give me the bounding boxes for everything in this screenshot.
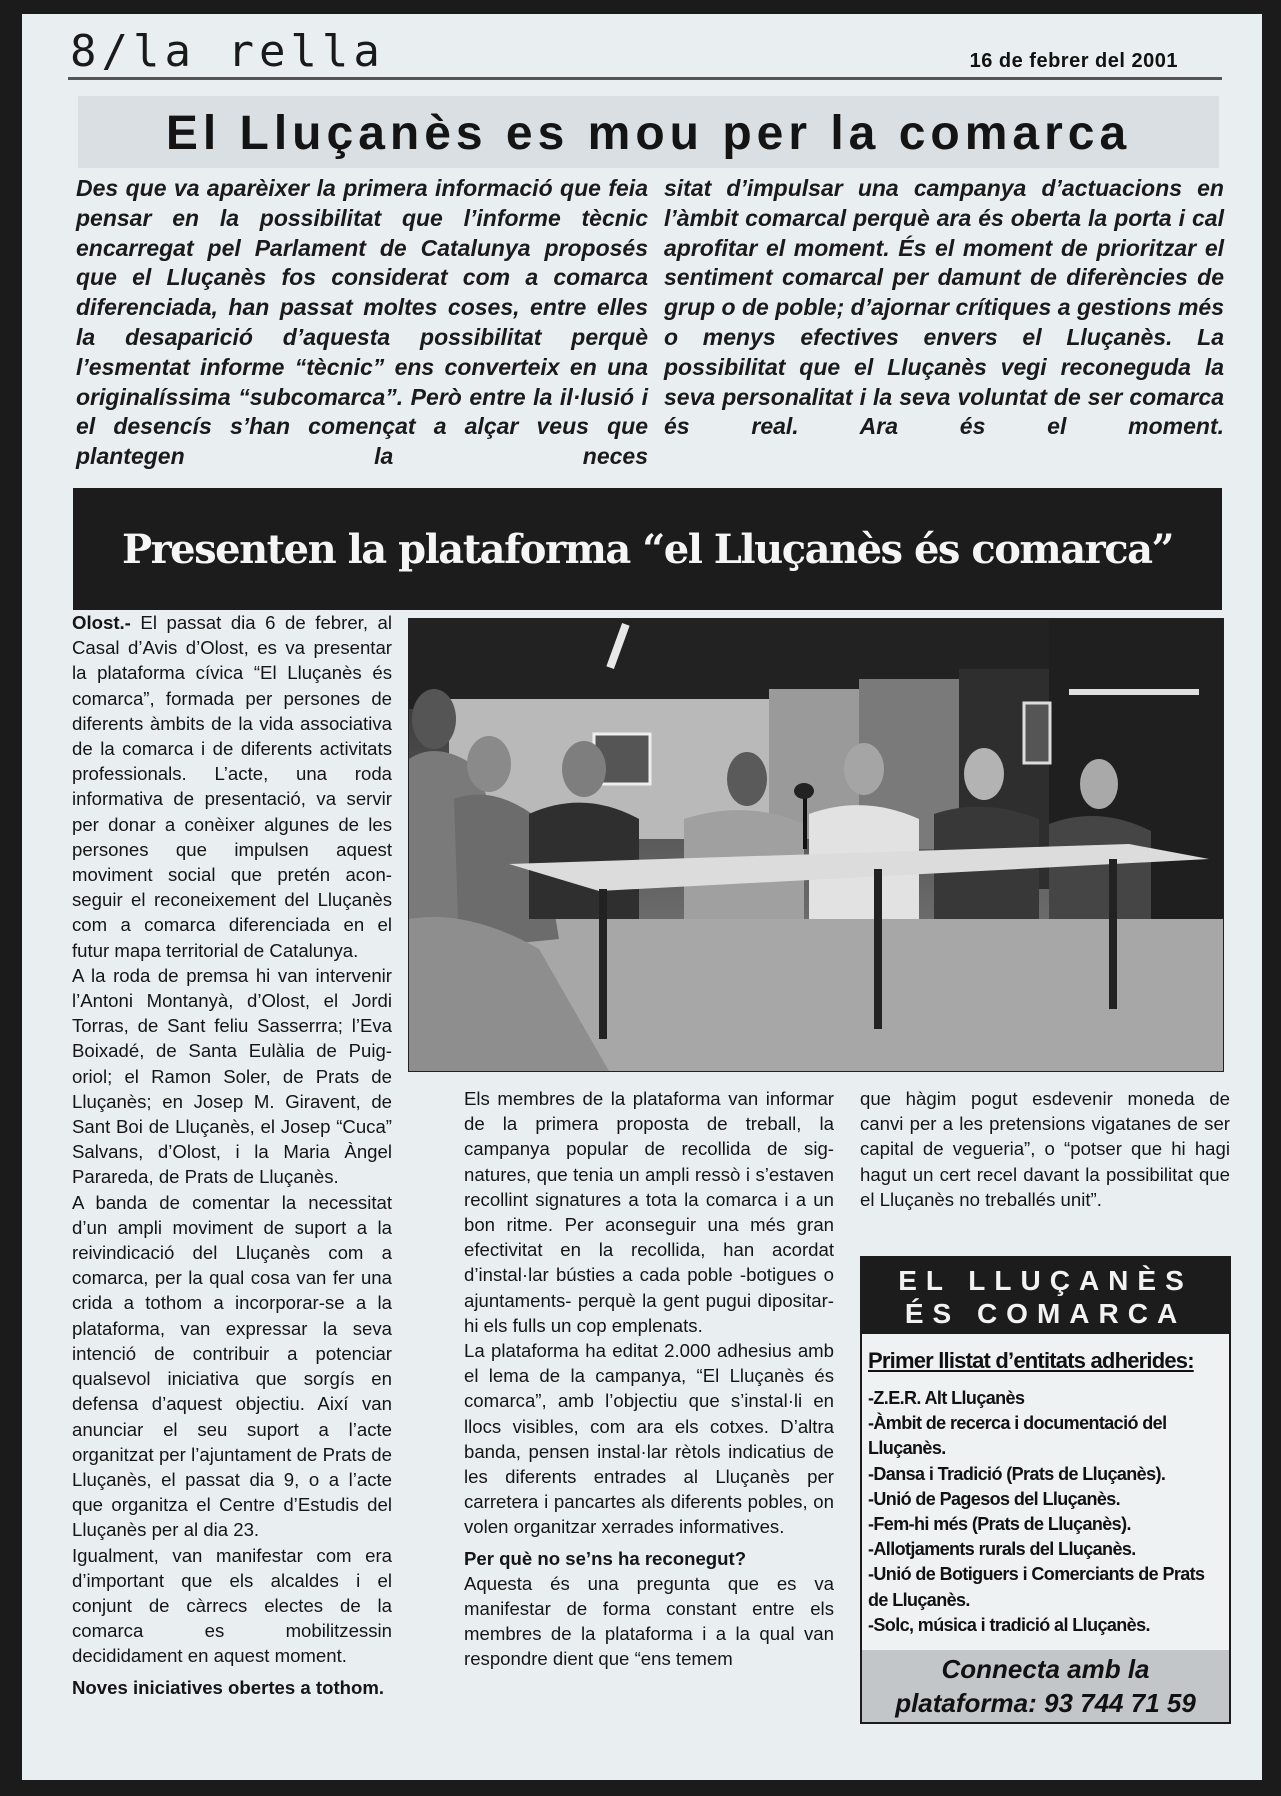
list-item: -Unió de Botiguers i Comerciants de Prats de Lluçanès. bbox=[868, 1564, 1205, 1610]
paragraph: que hàgim pogut esdevenir moneda de canvi per a les pretensions vigatanes de ser capital de vegueria”, o “potser que hi hagi hagut un cert recel davant la possibilitat que el Lluçanès no treballés unit”. bbox=[860, 1088, 1230, 1210]
masthead: 8/la rella bbox=[70, 26, 385, 77]
list-item: -Allotjaments rurals del Lluçanès. bbox=[868, 1539, 1136, 1560]
newspaper-page bbox=[22, 14, 1262, 1780]
paragraph: Igualment, van manifestar com era d’important que els alcaldes i el conjunt de càrrecs electes de la comarca es mobilitzessin decididament en aquest moment. bbox=[72, 1544, 392, 1667]
intro-right-text: sitat d’impulsar una campanya d’actuacions en l’àmbit comarcal perquè ara és oberta la porta i cal aprofitar el moment. És el moment de prioritzar el sentiment comarcal per damunt de diferències de grup o de poble; d’ajornar crítiques a gestions més o menys efectives envers el Lluçanès. La possibilitat que el Lluçanès vegi reconeguda la seva personalitat i la seva voluntat de ser comarca és real. Ara és el moment. bbox=[664, 175, 1224, 440]
list-item: -Z.E.R. Alt Lluçanès bbox=[868, 1388, 1025, 1408]
press-conference-photo bbox=[408, 618, 1224, 1072]
list-item: -Àmbit de recerca i documentació del Lluçanès. bbox=[868, 1413, 1167, 1459]
paragraph-text: El passat dia 6 de febrer, al Casal d’Avis d’Olost, es va presentar la plataforma cívica “El Lluçanès és comarca”, formada per persones de diferents àmbits de la vida associativa de la comarca i de diferents activitats professionals. L’acte, una roda informativa de presentació, va servir per donar a conèixer algunes de les persones que impulsen aquest moviment social que pretén aconseguir el reconeixement del Lluçanès com a comarca diferenciada en el futur mapa territorial de Catalunya. bbox=[72, 612, 392, 961]
list-item: -Dansa i Tradició (Prats de Lluçanès). bbox=[868, 1463, 1166, 1484]
box-subtitle: Primer llistat d’entitats adherides: bbox=[868, 1348, 1194, 1373]
article-headline: Presenten la plataforma “el Lluçanès és comarca” bbox=[122, 526, 1173, 573]
box-footer bbox=[862, 1650, 1229, 1722]
issue-date: 16 de febrer del 2001 bbox=[969, 50, 1178, 72]
paragraph: Els membres de la plataforma van informar de la primera proposta de treball, la campanya popular de recollida de signatures, que tenia un ampli ressò i s’estaven recollint signatures a tota la comarca i a un bon ritme. Per aconseguir una més gran efectivitat en la recollida, han acordat d’instal·lar bústies a cada poble -botigues o ajuntaments- perquè la gent pugui dipositar-hi els fulls un cop emplenats. bbox=[464, 1088, 834, 1336]
list-item: -Unió de Pagesos del Lluçanès. bbox=[868, 1488, 1121, 1509]
box-title-line-1: EL LLUÇANÈS bbox=[898, 1265, 1193, 1296]
sidebar-box bbox=[860, 1256, 1231, 1724]
header-rule bbox=[68, 77, 1222, 80]
box-title-line-2: ÉS COMARCA bbox=[904, 1298, 1187, 1329]
headline-band bbox=[73, 488, 1222, 610]
photo-illustration bbox=[409, 619, 1223, 1071]
title-band bbox=[78, 96, 1219, 168]
entity-list bbox=[868, 1386, 1224, 1638]
paragraph bbox=[72, 610, 392, 963]
box-header bbox=[862, 1258, 1229, 1334]
article-column-2 bbox=[464, 1086, 834, 1672]
dateline: Olost.- bbox=[72, 612, 131, 633]
paragraph: A banda de comentar la necessitat d’un ampli moviment de suport a la reivindicació del Lluçanès com a comarca, per la qual cosa van fer una crida a tothom a incorporar-se a la plataforma, van expressar la seva intenció de contribuir a potenciar qualsevol iniciativa que sorgís en defensa d’aquest objectiu. Així van anunciar el seu suport a l’acte organitzat per l’ajuntament de Prats de Lluçanès, el passat dia 9, o a l’acte que organitza el Centre d’Estudis del Lluçanès per al dia 23. bbox=[72, 1191, 392, 1541]
contact-phone: plataforma: 93 744 71 59 bbox=[895, 1688, 1196, 1718]
box-footer-line-1: Connecta amb la bbox=[941, 1654, 1150, 1684]
subhead: Per què no se’ns ha reconegut? bbox=[464, 1547, 747, 1569]
paragraph: Aquesta és una pregunta que es va manifestar de forma constant entre els membres de la plataforma i a la qual van respondre dient que “ens temem bbox=[464, 1572, 834, 1670]
subhead: Noves iniciatives obertes a tothom. bbox=[72, 1676, 385, 1698]
page-header bbox=[70, 20, 1222, 82]
main-title: El Lluçanès es mou per la comarca bbox=[165, 107, 1132, 160]
list-item: -Solc, música i tradició al Lluçanès. bbox=[868, 1614, 1150, 1635]
paragraph: La plataforma ha editat 2.000 adhesius amb el lema de la campanya, “El Lluçanès és comarca”, amb l’objectiu que s’instal·li en llocs visibles, com ara els cotxes. D’altra banda, pensen instal·lar rètols indicatius de les diferents entrades al Lluçanès per carretera i pancartes als diferents pobles, on volen organitzar xerrades informatives. bbox=[464, 1340, 834, 1538]
intro-left-column: Des que va aparèixer la primera informació que feia pensar en la possibilitat que l’informe tècnic encarregat pel Parlament de Catalunya proposés que el Lluçanès fos considerat com a comarca diferenciada, han passat moltes coses, entre elles la desaparició d’aquesta possibilitat perquè l’esmentat informe “tècnic” ens converteix en una originalíssima “subcomarca”. Però entre la il·lusió i el desencís s’han començat a alçar veus que plantegen la neces bbox=[76, 175, 648, 470]
article-column-1 bbox=[72, 610, 392, 1700]
article-column-3 bbox=[860, 1086, 1230, 1212]
list-item: -Fem-hi més (Prats de Lluçanès). bbox=[868, 1514, 1131, 1535]
intro-right-column bbox=[664, 174, 1224, 442]
paragraph: A la roda de premsa hi van intervenir l’Antoni Montanyà, d’Olost, el Jordi Torras, de Sant feliu Sasserrra; l’Eva Boixadé, de Santa Eulàlia de Puig-oriol; el Ramon Soler, de Prats de Lluçanès; en Josep M. Giravent, de Sant Boi de Lluçanès, el Josep “Cuca” Salvans, d’Olost, i la Maria Àngel Parareda, de Prats de Lluçanès. bbox=[72, 964, 392, 1188]
